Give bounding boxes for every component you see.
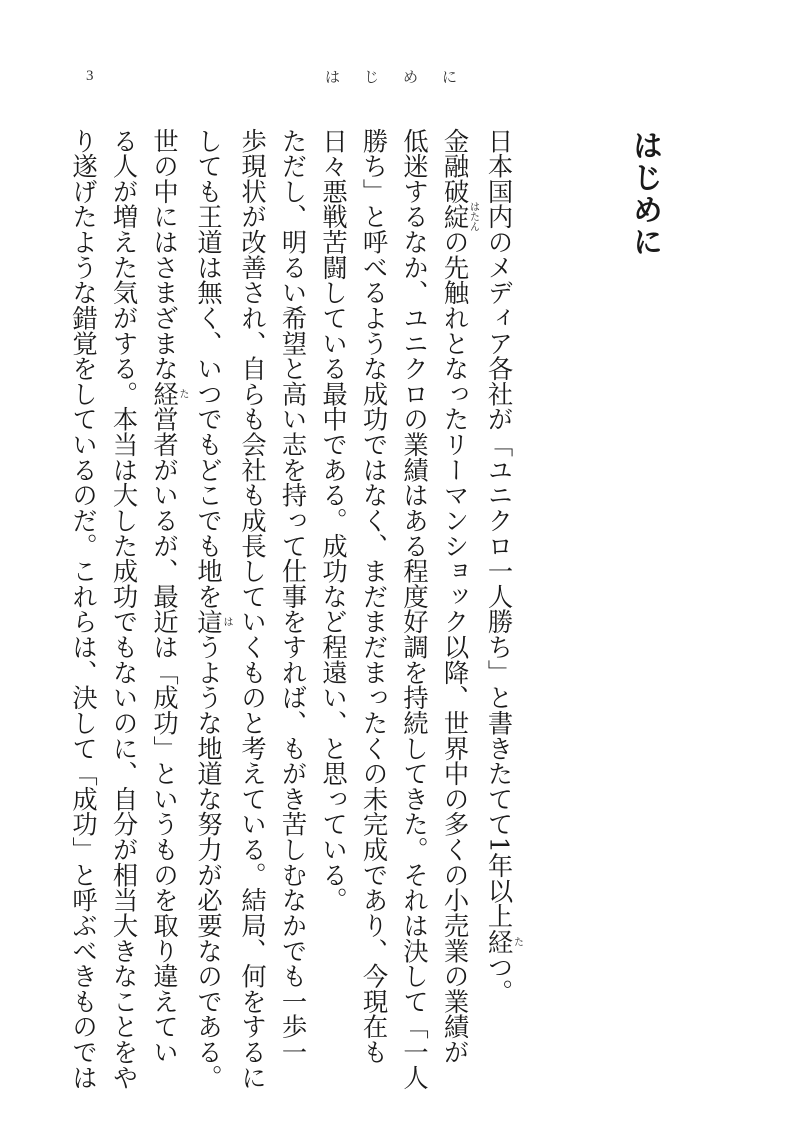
- furigana: 綻はたん: [440, 201, 479, 232]
- body-line: 金融破綻はたんの先触れとなったリーマンショック以降、世界中の多くの小売業の業績が: [440, 128, 479, 1065]
- chapter-title: はじめに: [627, 130, 662, 258]
- furigana: 這は: [194, 608, 232, 635]
- body-line: る人が増えた気がする。本当は大した成功でもないのに、自分が相当大きなことをや: [109, 128, 139, 1090]
- body-line: り遂げたような錯覚をしているのだ。これらは、決して「成功」と呼ぶべきものでは: [69, 128, 98, 1090]
- page-number: 3: [86, 68, 94, 84]
- body-line: 世の中にはさまざまな経た営者がいるが、最近は「成功」というものを取り違えてい: [150, 128, 188, 1065]
- body-line: 歩現状が改善され、自らも会社も成長していくものと考えている。結局、何をするに: [238, 128, 267, 1090]
- body-line: ただし、明るい希望と高い志を持って仕事をすれば、もがき苦しむなかでも一歩一: [278, 128, 308, 1065]
- running-head: はじめに: [325, 68, 482, 86]
- body-line: しても王道は無く、いつでもどこでも地を這はうような地道な努力が必要なのである。: [194, 128, 232, 1090]
- body-line: 勝ち」と呼べるような成功ではなく、まだまだまったくの未完成であり、今現在も: [359, 128, 389, 1065]
- furigana: 経た: [484, 928, 523, 955]
- furigana: 経た: [150, 381, 188, 407]
- body-line: 日本国内のメディア各社が「ユニクロ一人勝ち」と書きたてて1年以上経たつ。: [484, 128, 523, 1005]
- body-line: 低迷するなか、ユニクロの業績はある程度好調を持続してきた。それは決して「一人: [400, 128, 429, 1090]
- body-text: [69, 128, 523, 1090]
- body-line: 日々悪戦苦闘している最中である。成功など程遠い、と思っている。: [319, 128, 348, 913]
